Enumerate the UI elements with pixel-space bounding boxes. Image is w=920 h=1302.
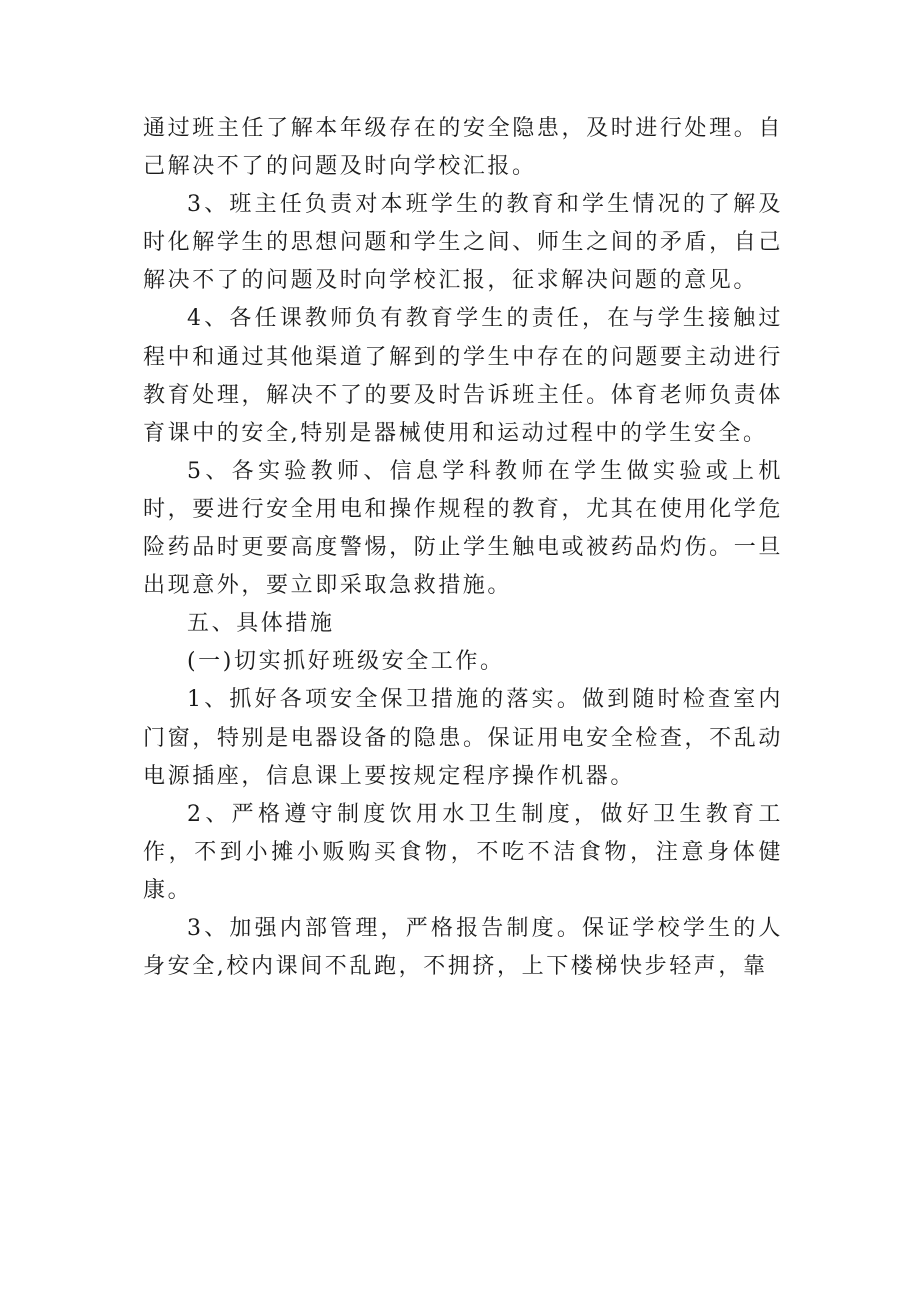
paragraph-1: 通过班主任了解本年级存在的安全隐患，及时进行处理。自己解决不了的问题及时向学校汇报。 <box>143 116 783 180</box>
paragraph-2: 3、班主任负责对本班学生的教育和学生情况的了解及时化解学生的思想问题和学生之间、师生之间的矛盾，自己解决不了的问题及时向学校汇报，征求解决问题的意见。 <box>143 192 783 294</box>
subsection-heading-one: (一)切实抓好班级安全工作。 <box>187 649 505 675</box>
paragraph-measure-3: 3、加强内部管理，严格报告制度。保证学校学生的人身安全,校内课间不乱跑，不拥挤，上下楼梯快步轻声，靠 <box>143 915 783 980</box>
paragraph-3: 4、各任课教师负有教育学生的责任，在与学生接触过程中和通过其他渠道了解到的学生中存在的问题要主动进行教育处理，解决不了的要及时告诉班主任。体育老师负责体育课中的安全,特别是器械使用和运动过程中的学生安全。 <box>143 306 783 446</box>
paragraph-4: 5、各实验教师、信息学科教师在学生做实验或上机时，要进行安全用电和操作规程的教育，尤其在使用化学危险药品时更要高度警惕，防止学生触电或被药品灼伤。一旦出现意外，要立即采取急救措施。 <box>143 458 783 599</box>
document-body <box>143 110 783 986</box>
paragraph-measure-2: 2、严格遵守制度饮用水卫生制度，做好卫生教育工作，不到小摊小贩购买食物，不吃不洁食物，注意身体健康。 <box>143 801 783 903</box>
section-heading-five: 五、具体措施 <box>187 611 335 637</box>
paragraph-measure-1: 1、抓好各项安全保卫措施的落实。做到随时检查室内门窗，特别是电器设备的隐患。保证用电安全检查，不乱动电源插座，信息课上要按规定程序操作机器。 <box>143 687 783 789</box>
